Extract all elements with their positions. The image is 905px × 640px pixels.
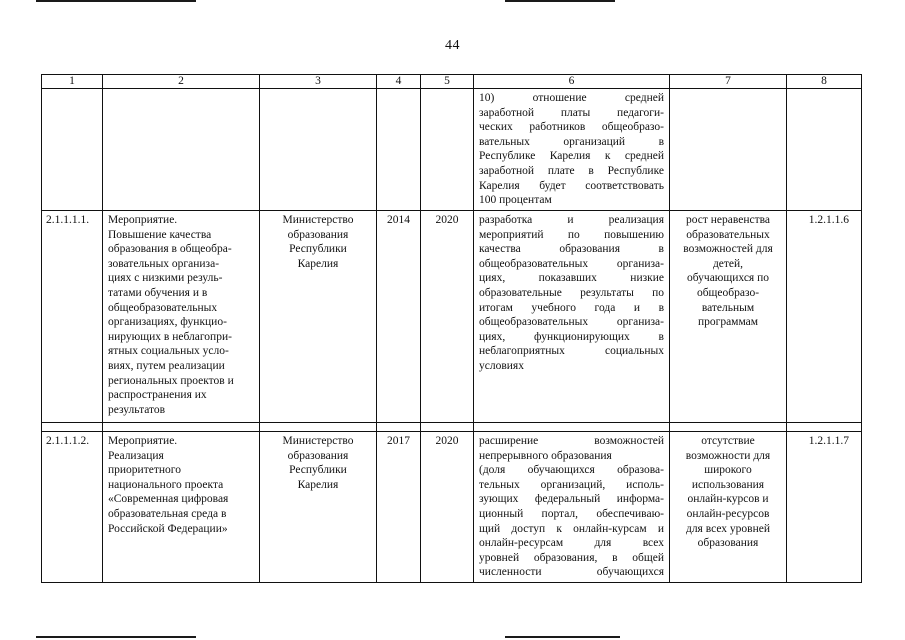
result-line: ционный портал, обеспечиваю- — [479, 507, 664, 520]
executor-line: образования — [287, 228, 349, 241]
description-line: организациях, функцио- — [108, 316, 227, 329]
column-number: 4 — [377, 75, 421, 89]
description-line: приоритетного — [108, 464, 181, 477]
result-line: Республике Карелия к средней — [479, 150, 664, 163]
description-line: результатов — [108, 403, 166, 416]
table-cell — [421, 423, 474, 432]
indicator-link: 1.2.1.1.6 — [787, 211, 862, 423]
scan-edge-top-left — [36, 0, 196, 2]
table-cell — [670, 89, 787, 211]
result-line: (доля обучающихся образова- — [479, 464, 664, 477]
table-cell — [42, 89, 103, 211]
result-line: качества образования в — [479, 243, 664, 256]
table-cell — [103, 423, 260, 432]
description-line: образования в общеобра- — [108, 243, 232, 256]
result-line: онлайн-ресурсам для всех — [479, 537, 664, 550]
result-line: общеобразовательных организа- — [479, 316, 664, 329]
description-line: нирующих в неблагопри- — [108, 330, 232, 343]
result-line: итогам учебного года и в — [479, 301, 664, 314]
description-line: образовательная среда в — [108, 507, 227, 520]
scan-edge-top-right — [505, 0, 615, 2]
result-line: неблагоприятных социальных — [479, 345, 664, 358]
description-line: региональных проектов и — [108, 374, 234, 387]
description-line: виях, путем реализации — [108, 359, 225, 372]
consequence-cell — [670, 432, 787, 583]
result-line: уровней образования, в общей — [479, 551, 664, 564]
column-number: 8 — [787, 75, 862, 89]
consequence-line: возможностей для — [683, 243, 773, 256]
executor-line: Республики — [289, 464, 347, 477]
executor-line: Министерство — [282, 214, 354, 226]
responsible-executor — [260, 432, 377, 583]
table-cell — [474, 423, 670, 432]
continuation-row — [42, 89, 862, 211]
result-line: общеобразовательных организа- — [479, 257, 664, 270]
description-line: распространения их — [108, 389, 207, 402]
consequence-line: образования — [697, 537, 759, 550]
table-cell — [670, 423, 787, 432]
table-cell — [421, 89, 474, 211]
table-cell — [260, 423, 377, 432]
consequence-line: программам — [697, 316, 759, 329]
consequence-line: для всех уровней — [685, 522, 771, 535]
consequence-cell — [670, 211, 787, 423]
activity-code: 2.1.1.1.1. — [42, 211, 103, 423]
result-line: разработка и реализация — [479, 214, 664, 226]
result-line: тельных организаций, исполь- — [479, 478, 664, 491]
description-line: татами обучения и в — [108, 286, 208, 299]
consequence-line: вательным — [701, 301, 755, 314]
description-line: национального проекта — [108, 478, 224, 491]
consequence-line: отсутствие — [701, 435, 755, 447]
consequence-line: детей, — [712, 257, 744, 270]
table-row — [42, 432, 862, 583]
consequence-line: онлайн-курсов и — [687, 493, 769, 506]
activity-description — [103, 211, 260, 423]
scan-edge-bottom-left — [36, 636, 196, 638]
result-line: щий доступ к онлайн-курсам и — [479, 522, 664, 535]
consequence-line: онлайн-ресурсов — [686, 507, 770, 520]
result-line: расширение возможностей — [479, 435, 664, 447]
table-cell — [787, 89, 862, 211]
executor-line: образования — [287, 449, 349, 462]
end-year: 2020 — [421, 432, 474, 583]
table-cell — [260, 89, 377, 211]
expected-result-cell — [474, 432, 670, 583]
description-line: Реализация — [108, 449, 164, 462]
table-cell — [377, 423, 421, 432]
result-line: циях, показавших низкие — [479, 272, 664, 285]
column-number: 6 — [474, 75, 670, 89]
column-number: 1 — [42, 75, 103, 89]
description-line: Мероприятие. — [108, 435, 178, 447]
activity-code: 2.1.1.1.2. — [42, 432, 103, 583]
result-line: непрерывного образования — [479, 449, 612, 462]
result-line: мероприятий по повышению — [479, 228, 664, 241]
scan-edge-bottom-right — [505, 636, 620, 638]
result-line: условиях — [479, 359, 524, 372]
description-line: зовательных организа- — [108, 257, 220, 270]
column-number: 7 — [670, 75, 787, 89]
column-number: 3 — [260, 75, 377, 89]
start-year: 2014 — [377, 211, 421, 423]
row-separator — [42, 423, 862, 432]
consequence-line: обучающихся по — [687, 272, 769, 285]
consequence-line: использования — [691, 478, 765, 491]
result-line: 100 процентам — [479, 194, 552, 207]
consequence-line: возможности для — [685, 449, 771, 462]
page-number: 44 — [445, 38, 460, 53]
result-line: заработной платы педагоги- — [479, 106, 664, 119]
consequence-line: образовательных — [686, 228, 770, 241]
description-line: циях с низкими резуль- — [108, 272, 223, 285]
description-line: Мероприятие. — [108, 214, 178, 226]
result-line: Карелия будет соответствовать — [479, 179, 664, 192]
result-line: ческих работников общеобразо- — [479, 121, 664, 134]
executor-line: Министерство — [282, 435, 354, 447]
responsible-executor — [260, 211, 377, 423]
description-line: ятных социальных усло- — [108, 345, 229, 358]
result-line: циях, функционирующих в — [479, 330, 664, 343]
table-cell — [377, 89, 421, 211]
result-line: 10) отношение средней — [479, 92, 664, 104]
description-line: «Современная цифровая — [108, 493, 229, 506]
end-year: 2020 — [421, 211, 474, 423]
executor-line: Республики — [289, 243, 347, 256]
consequence-line: широкого — [704, 464, 752, 477]
result-line: заработной плате в Республике — [479, 164, 664, 177]
executor-line: Карелия — [297, 257, 339, 270]
description-line: общеобразовательных — [108, 301, 218, 314]
activity-description — [103, 432, 260, 583]
executor-line: Карелия — [297, 478, 339, 491]
expected-result-cell — [474, 89, 670, 211]
expected-result-cell — [474, 211, 670, 423]
result-line: вательных организаций в — [479, 135, 664, 148]
result-line: образовательные результаты по — [479, 286, 664, 299]
description-line: Российской Федерации» — [108, 522, 228, 535]
activities-table — [41, 74, 862, 583]
result-line: численности обучающихся — [479, 566, 664, 579]
start-year: 2017 — [377, 432, 421, 583]
table-cell — [42, 423, 103, 432]
column-number: 2 — [103, 75, 260, 89]
table-row — [42, 211, 862, 423]
indicator-link: 1.2.1.1.7 — [787, 432, 862, 583]
consequence-line: общеобразо- — [696, 286, 760, 299]
column-number-row — [42, 75, 862, 89]
column-number: 5 — [421, 75, 474, 89]
consequence-line: рост неравенства — [685, 214, 771, 226]
description-line: Повышение качества — [108, 228, 212, 241]
table-cell — [787, 423, 862, 432]
result-line: зующих федеральный информа- — [479, 493, 664, 506]
table-cell — [103, 89, 260, 211]
